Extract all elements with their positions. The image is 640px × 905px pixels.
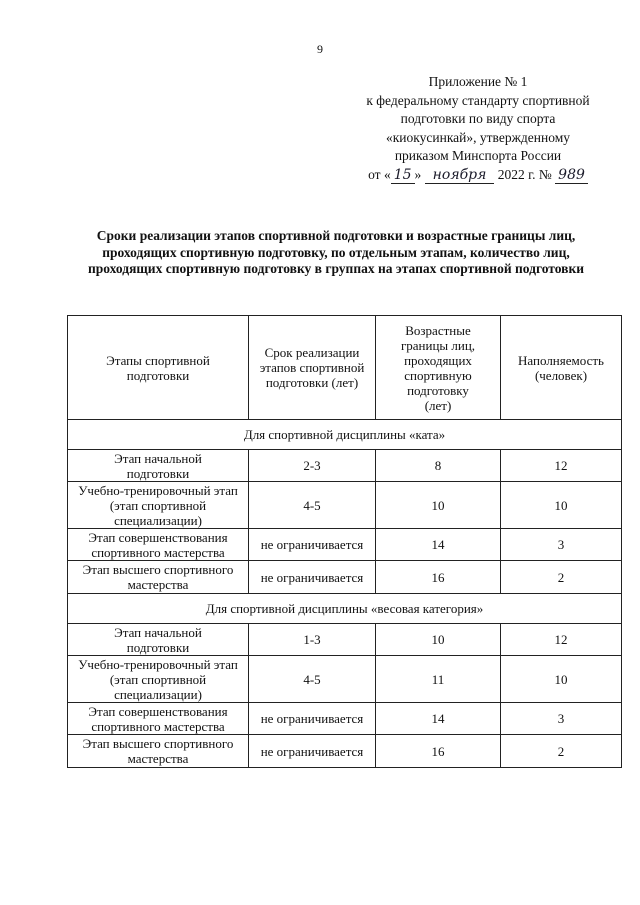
size-cell: 10 (501, 656, 622, 703)
section-title-kata: Для спортивной дисциплины «ката» (68, 420, 622, 450)
header-age: Возрастные границы лиц, проходящих спортивную подготовку (лет) (376, 316, 501, 420)
stage-cell: Этап начальной подготовки (68, 450, 249, 482)
stages-table (67, 315, 622, 768)
appendix-block (352, 73, 604, 184)
table-row (68, 624, 622, 656)
handwritten-day: 15 (391, 168, 415, 184)
stage-cell: Учебно-тренировочный этап (этап спортивной специализации) (68, 656, 249, 703)
age-cell: 16 (376, 561, 501, 594)
size-cell: 12 (501, 450, 622, 482)
order-date-line (352, 166, 604, 185)
age-cell: 10 (376, 624, 501, 656)
stage-cell: Этап высшего спортивного мастерства (68, 735, 249, 768)
term-cell: не ограничивается (249, 703, 376, 735)
date-close-quote: » (414, 166, 422, 182)
section-title-weight-category: Для спортивной дисциплины «весовая категория» (68, 594, 622, 624)
stage-cell: Этап начальной подготовки (68, 624, 249, 656)
table-row (68, 561, 622, 594)
size-cell: 12 (501, 624, 622, 656)
header-term: Срок реализации этапов спортивной подготовки (лет) (249, 316, 376, 420)
size-cell: 3 (501, 703, 622, 735)
stage-cell: Этап высшего спортивного мастерства (68, 561, 249, 594)
stage-cell: Этап совершенствования спортивного мастерства (68, 529, 249, 561)
table-row (68, 482, 622, 529)
section-row (68, 420, 622, 450)
table-row (68, 656, 622, 703)
term-cell: не ограничивается (249, 529, 376, 561)
term-cell: 1-3 (249, 624, 376, 656)
table-row (68, 450, 622, 482)
age-cell: 14 (376, 529, 501, 561)
size-cell: 3 (501, 529, 622, 561)
section-row (68, 594, 622, 624)
size-cell: 10 (501, 482, 622, 529)
term-cell: 4-5 (249, 482, 376, 529)
size-cell: 2 (501, 561, 622, 594)
age-cell: 11 (376, 656, 501, 703)
header-size: Наполняемость (человек) (501, 316, 622, 420)
appendix-line: к федеральному стандарту спортивной (366, 92, 590, 108)
handwritten-month: ноября (425, 168, 495, 184)
size-cell: 2 (501, 735, 622, 768)
term-cell: не ограничивается (249, 735, 376, 768)
page-number: 9 (317, 42, 323, 56)
order-year-label: 2022 г. № (497, 166, 552, 182)
term-cell: 2-3 (249, 450, 376, 482)
term-cell: не ограничивается (249, 561, 376, 594)
age-cell: 14 (376, 703, 501, 735)
appendix-line: Приложение № 1 (428, 74, 528, 89)
header-stage: Этапы спортивной подготовки (68, 316, 249, 420)
table-row (68, 703, 622, 735)
age-cell: 16 (376, 735, 501, 768)
stage-cell: Этап совершенствования спортивного мастерства (68, 703, 249, 735)
appendix-line: подготовки по виду спорта (400, 111, 556, 126)
handwritten-order-number: 989 (555, 168, 588, 184)
age-cell: 8 (376, 450, 501, 482)
table-row (68, 529, 622, 561)
age-cell: 10 (376, 482, 501, 529)
stage-cell: Учебно-тренировочный этап (этап спортивной специализации) (68, 482, 249, 529)
date-prefix: от « (368, 166, 391, 182)
appendix-line: «киокусинкай», утвержденному (385, 129, 571, 145)
table-header-row (68, 316, 622, 420)
appendix-line: приказом Минспорта России (394, 148, 562, 163)
document-title: Сроки реализации этапов спортивной подготовки и возрастные границы лиц, проходящих спортивную подготовку, по отдельным этапам, количество лиц, проходящих спортивную подготовку в группах на этапах спортивной подготовки (87, 228, 585, 276)
term-cell: 4-5 (249, 656, 376, 703)
table-row (68, 735, 622, 768)
